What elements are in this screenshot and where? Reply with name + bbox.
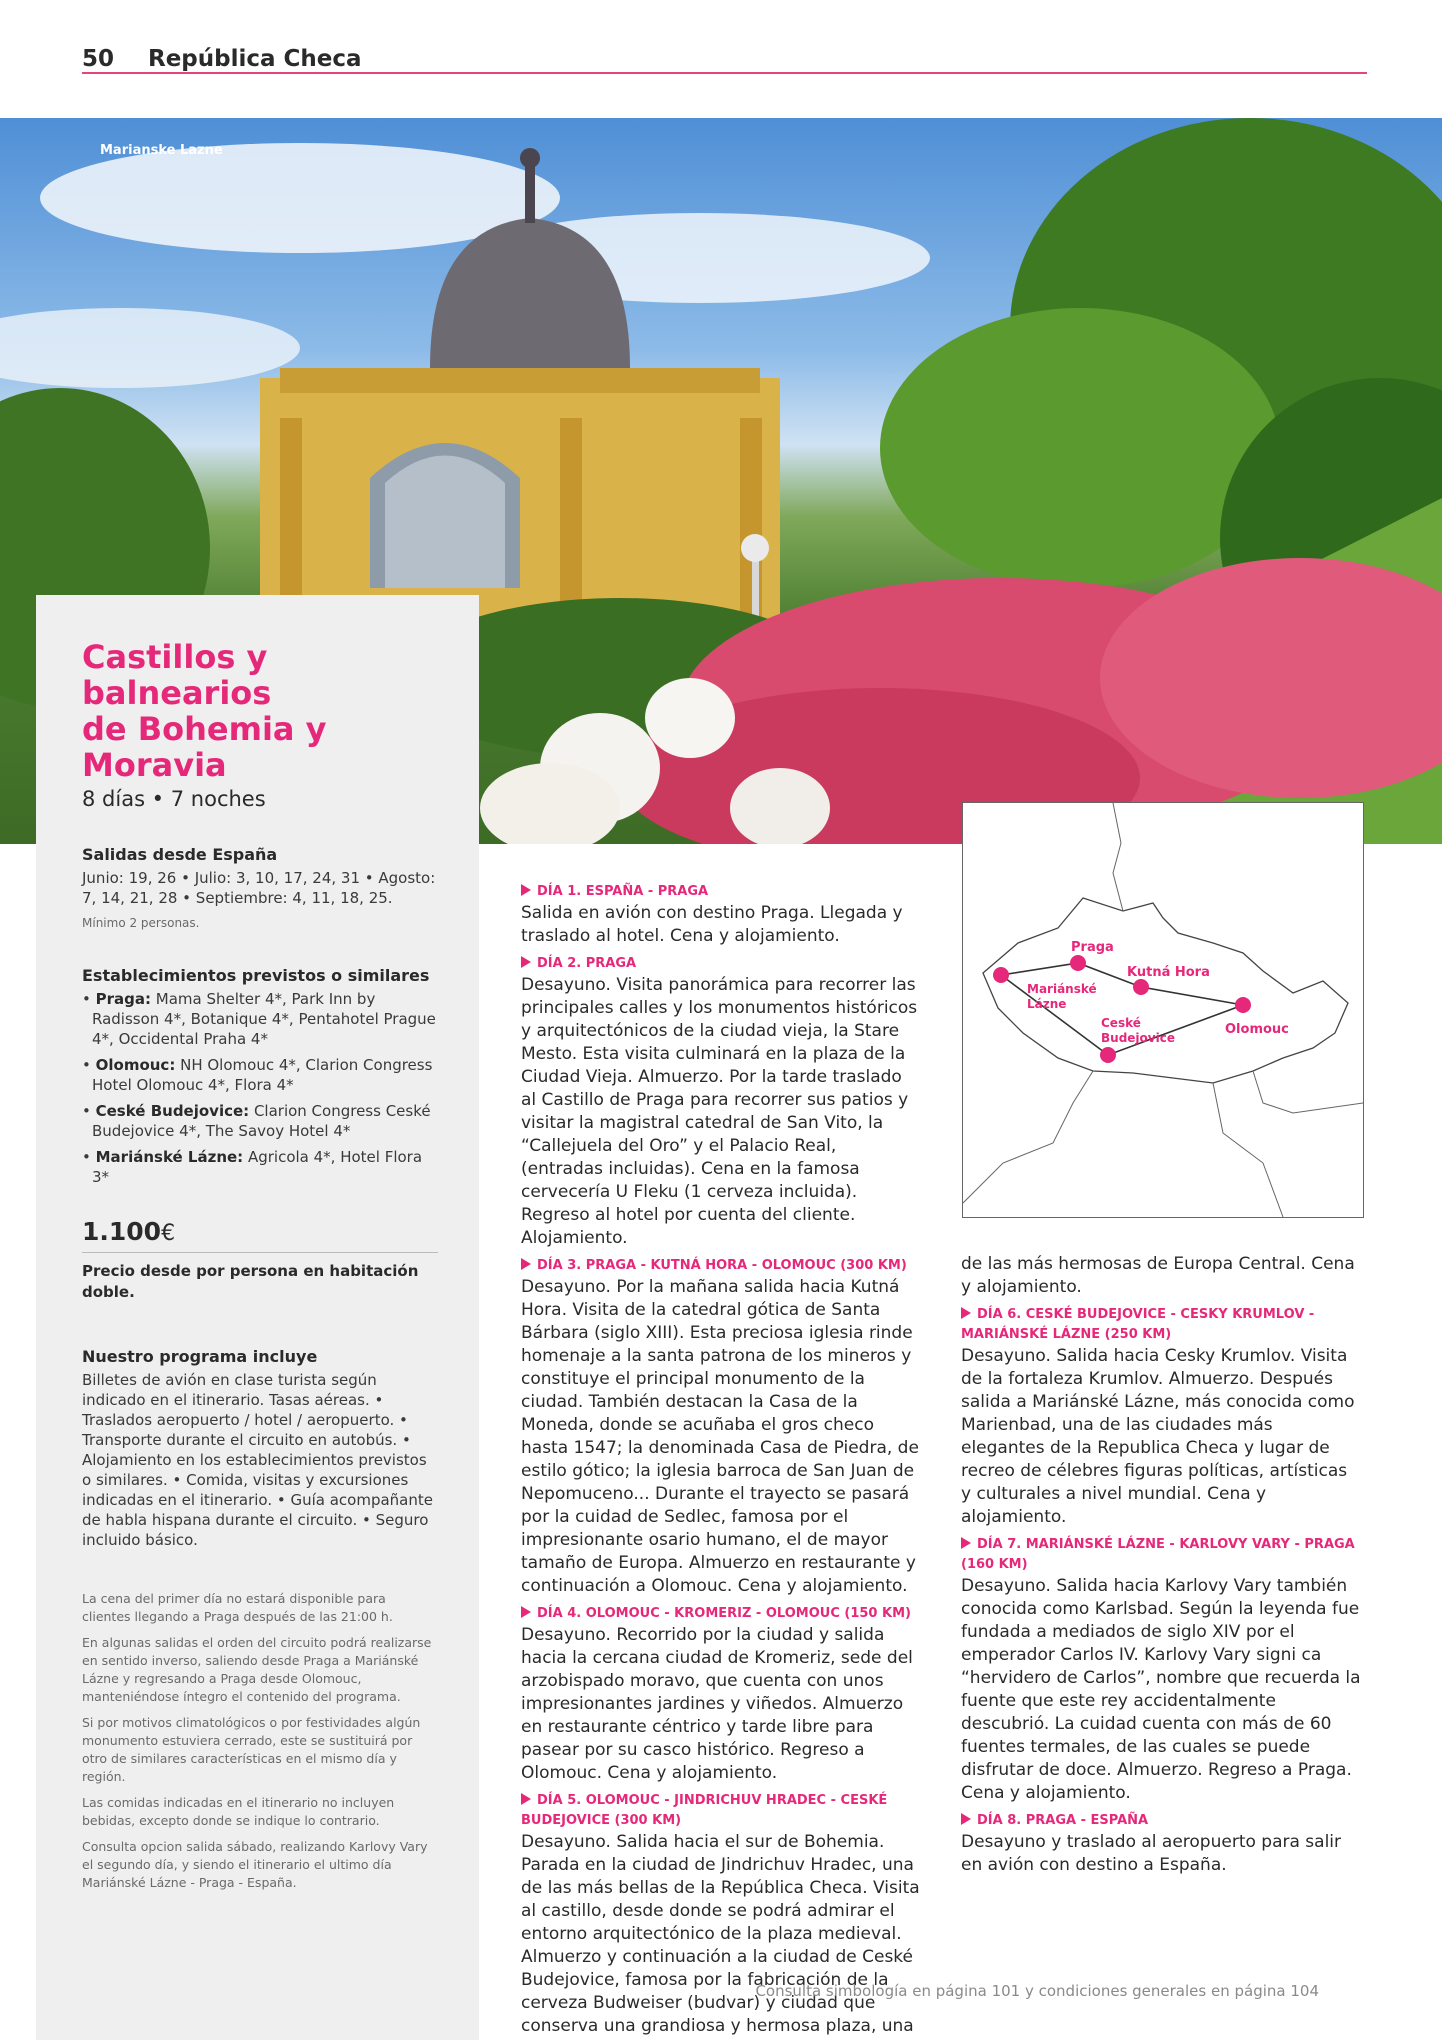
day-title: DÍA 5. OLOMOUC - JINDRICHUV HRADEC - CESKÉ BUDEJOVICE (300 KM)	[521, 1793, 888, 1828]
trip-duration: 8 días • 7 noches	[82, 787, 266, 811]
day-title: DÍA 1. ESPAÑA - PRAGA	[537, 884, 709, 899]
day-heading	[521, 1256, 921, 1276]
hotel-names: Mama Shelter 4*, Park Inn by Radisson 4*, Botanique 4*, Pentahotel Prague 4*, Occidental Praha 4*	[92, 990, 436, 1048]
day-description: Desayuno. Salida hacia el sur de Bohemia. Parada en la ciudad de Jindrichuv Hradec, una de las más bellas de la República Checa. Visita al castillo, desde donde se podrá admirar el entorno arquitectónico de la plaza medieval. Almuerzo y continuación a la ciudad de Ceské Budejovice, famosa por la fabricación de la cerveza Budweiser (budvar) y ciudad que conserva una grandiosa y hermosa plaza, una	[521, 1832, 920, 2036]
day-title: DÍA 8. PRAGA - ESPAÑA	[977, 1813, 1149, 1828]
czech-republic-map	[963, 803, 1363, 1217]
city-label: Ceské	[1101, 1016, 1141, 1030]
day-heading	[961, 1811, 1361, 1831]
page-number: 50	[82, 46, 115, 72]
day-description: Desayuno. Salida hacia Cesky Krumlov. Visita de la fortaleza Krumlov. Almuerzo. Después salida a Mariánské Lázne, más conocida como Marienbad, una de las ciudades más elegantes de la Republica Checa y lugar de recreo de célebres figuras políticas, artísticas y culturales a nivel mundial. Cena y alojamiento.	[961, 1346, 1355, 1527]
play-arrow-icon	[521, 956, 531, 968]
hotel-names: Clarion Congress Ceské Budejovice 4*, The Savoy Hotel 4*	[92, 1102, 431, 1140]
trip-title	[82, 639, 438, 783]
footnotes	[82, 1590, 438, 1892]
city-marker	[1133, 979, 1149, 995]
departures-section	[82, 845, 438, 930]
itinerary-column-2	[961, 1253, 1361, 1883]
departures-title: Salidas desde España	[82, 845, 278, 864]
route-map	[962, 802, 1364, 1218]
day-description: Desayuno. Recorrido por la ciudad y salida hacia la cercana ciudad de Kromeriz, sede del arzobispado moravo, que cuenta con unos impresionantes jardines y viñedos. Almuerzo en restaurante céntrico y tarde libre para pasear por su casco histórico. Regreso a Olomouc. Cena y alojamiento.	[521, 1625, 913, 1783]
hotel-city: Ceské Budejovice:	[95, 1102, 250, 1120]
trip-title-line2: de Bohemia y Moravia	[82, 710, 327, 784]
footnote: En algunas salidas el orden del circuito podrá realizarse en sentido inverso, saliendo desde Praga a Mariánské Lázne y regresando a Praga desde Olomouc, manteniéndose íntegro el contenido del programa.	[82, 1635, 432, 1704]
price-amount: 1.100	[82, 1217, 162, 1246]
day-title: DÍA 4. OLOMOUC - KROMERIZ - OLOMOUC (150 KM)	[537, 1606, 911, 1621]
day-description: Desayuno. Visita panorámica para recorrer las principales calles y los monumentos históricos y arquitectónicos de la ciudad vieja, la Stare Mesto. Esta visita culminará en la plaza de la Ciudad Vieja. Almuerzo. Por la tarde traslado al Castillo de Praga para recorrer sus patios y visitar la magistral catedral de San Vito, la “Callejuela del Oro” y el Palacio Real, (entradas incluidas). Cena en la famosa cervecería U Fleku (1 cerveza incluida). Regreso al hotel por cuenta del cliente. Alojamiento.	[521, 975, 918, 1248]
hotel-names: NH Olomouc 4*, Clarion Congress Hotel Olomouc 4*, Flora 4*	[92, 1056, 433, 1094]
play-arrow-icon	[961, 1537, 971, 1549]
price-section	[82, 1217, 438, 1303]
play-arrow-icon	[521, 1606, 531, 1618]
hotel-item: • Ceské Budejovice: Clarion Congress Ceské Budejovice 4*, The Savoy Hotel 4*	[82, 1102, 431, 1140]
hotel-item: • Olomouc: NH Olomouc 4*, Clarion Congress Hotel Olomouc 4*, Flora 4*	[82, 1056, 433, 1094]
departures-dates: Junio: 19, 26 • Julio: 3, 10, 17, 24, 31 • Agosto: 7, 14, 21, 28 • Septiembre: 4, 11, 18, 25.	[82, 869, 436, 907]
city-label: Olomouc	[1225, 1022, 1289, 1037]
city-marker	[1070, 955, 1086, 971]
program-section	[82, 1347, 438, 1550]
trip-title-line1: Castillos y balnearios	[82, 638, 272, 712]
page-header	[82, 44, 1367, 74]
day-2	[521, 954, 921, 1250]
day-heading	[521, 1791, 921, 1831]
footnote: Consulta opcion salida sábado, realizando Karlovy Vary el segundo día, y siendo el itinerario el ultimo día Mariánské Lázne - Praga - España.	[82, 1839, 428, 1890]
day-title: DÍA 3. PRAGA - KUTNÁ HORA - OLOMOUC (300 KM)	[537, 1258, 907, 1273]
day-description: Desayuno. Salida hacia Karlovy Vary también conocida como Karlsbad. Según la leyenda fue fundada a mediados de siglo XIV por el emperador Carlos IV. Karlovy Vary signi ca “hervidero de Carlos”, nombre que recuerda la fuente que este rey accidentalmente descubrió. La cuidad cuenta con más de 60 fuentes termales, de las cuales se puede disfrutar de doce. Almuerzo. Regreso a Praga. Cena y alojamiento.	[961, 1576, 1361, 1803]
day-6	[961, 1305, 1361, 1529]
play-arrow-icon	[521, 1793, 531, 1805]
day-description: Desayuno. Por la mañana salida hacia Kutná Hora. Visita de la catedral gótica de Santa Bárbara (siglo XIII). Esta preciosa iglesia rinde homenaje a la santa patrona de los mineros y constituye el principal monumento de la ciudad. También destacan la Casa de la Moneda, donde se acuñaba el gros checo hasta 1547; la denominada Casa de Piedra, de estilo gótico; la iglesia barroca de San Juan de Nepomuceno... Durante el trayecto se pasará por la cuidad de Sedlec, famosa por el impresionante osario humano, el de mayor tamaño de Europa. Almuerzo en restaurante y continuación a Olomouc. Cena y alojamiento.	[521, 1277, 919, 1596]
day-5	[521, 1791, 921, 2038]
play-arrow-icon	[961, 1307, 971, 1319]
hotel-city: Olomouc:	[95, 1056, 176, 1074]
day-description: Salida en avión con destino Praga. Llegada y traslado al hotel. Cena y alojamiento.	[521, 903, 903, 946]
play-arrow-icon	[521, 1258, 531, 1270]
day-heading	[961, 1535, 1361, 1575]
price	[82, 1217, 438, 1253]
day-title: DÍA 6. CESKÉ BUDEJOVICE - CESKY KRUMLOV - MARIÁNSKÉ LÁZNE (250 KM)	[961, 1307, 1315, 1342]
hotel-city: Mariánské Lázne:	[95, 1148, 244, 1166]
day-8	[961, 1811, 1361, 1877]
price-caption: Precio desde por persona en habitación doble.	[82, 1262, 419, 1301]
day-heading	[521, 882, 921, 902]
price-currency: €	[161, 1221, 176, 1246]
day-title: DÍA 7. MARIÁNSKÉ LÁZNE - KARLOVY VARY - PRAGA (160 KM)	[961, 1537, 1355, 1572]
day-7	[961, 1535, 1361, 1805]
day-heading	[521, 1604, 921, 1624]
day-1	[521, 882, 921, 948]
hotels-section	[82, 966, 438, 1187]
city-label: Kutná Hora	[1127, 965, 1210, 980]
photo-caption: Marianske Lazne	[100, 143, 223, 158]
play-arrow-icon	[521, 884, 531, 896]
city-marker	[1235, 997, 1251, 1013]
city-marker	[993, 967, 1009, 983]
hotels-list	[82, 989, 438, 1187]
day-title: DÍA 2. PRAGA	[537, 956, 637, 971]
trip-summary-panel	[36, 595, 479, 2040]
play-arrow-icon	[961, 1813, 971, 1825]
section-title: República Checa	[148, 46, 362, 72]
hotel-item: • Mariánské Lázne: Agricola 4*, Hotel Flora 3*	[82, 1148, 423, 1186]
footnote: La cena del primer día no estará disponible para clientes llegando a Praga después de las 21:00 h.	[82, 1591, 393, 1624]
program-text: Billetes de avión en clase turista según indicado en el itinerario. Tasas aéreas. • Traslados aeropuerto / hotel / aeropuerto. • Transporte durante el circuito en autobús. • Alojamiento en los establecimientos previstos o similares. • Comida, visitas y excursiones indicadas en el itinerario. • Guía acompañante de habla hispana durante el circuito. • Seguro incluido básico.	[82, 1371, 433, 1549]
city-label: Budejovice	[1101, 1031, 1175, 1045]
day-description: Desayuno y traslado al aeropuerto para salir en avión con destino a España.	[961, 1832, 1342, 1875]
itinerary-column-1	[521, 882, 921, 2044]
day-description: de las más hermosas de Europa Central. Cena y alojamiento.	[961, 1254, 1355, 1297]
neighbor-border	[1113, 803, 1123, 911]
program-title: Nuestro programa incluye	[82, 1347, 318, 1366]
day-heading	[961, 1305, 1361, 1345]
hotels-title: Establecimientos previstos o similares	[82, 966, 430, 985]
day-heading	[521, 954, 921, 974]
day-3	[521, 1256, 921, 1598]
city-label: Mariánské	[1027, 982, 1097, 996]
hotel-names: Agricola 4*, Hotel Flora 3*	[92, 1148, 423, 1186]
city-label: Lázne	[1027, 997, 1067, 1011]
neighbor-border	[1213, 1083, 1283, 1217]
footnote: Las comidas indicadas en el itinerario no incluyen bebidas, excepto donde se indique lo contrario.	[82, 1795, 395, 1828]
hotel-city: Praga:	[95, 990, 151, 1008]
day-4	[521, 1604, 921, 1785]
neighbor-border	[1253, 1071, 1363, 1113]
neighbor-border	[963, 1071, 1093, 1203]
minimum-persons: Mínimo 2 personas.	[82, 916, 200, 930]
city-label: Praga	[1071, 940, 1114, 955]
day-5-continued	[961, 1253, 1361, 1299]
hotel-item: • Praga: Mama Shelter 4*, Park Inn by Radisson 4*, Botanique 4*, Pentahotel Prague 4*, Occidental Praha 4*	[82, 990, 436, 1048]
page-footer: Consulta simbología en página 101 y condiciones generales en página 104	[755, 1982, 1319, 2000]
city-marker	[1100, 1047, 1116, 1063]
footnote: Si por motivos climatológicos o por festividades algún monumento estuviera cerrado, este se sustituirá por otro de similares características en el mismo día y región.	[82, 1715, 421, 1784]
